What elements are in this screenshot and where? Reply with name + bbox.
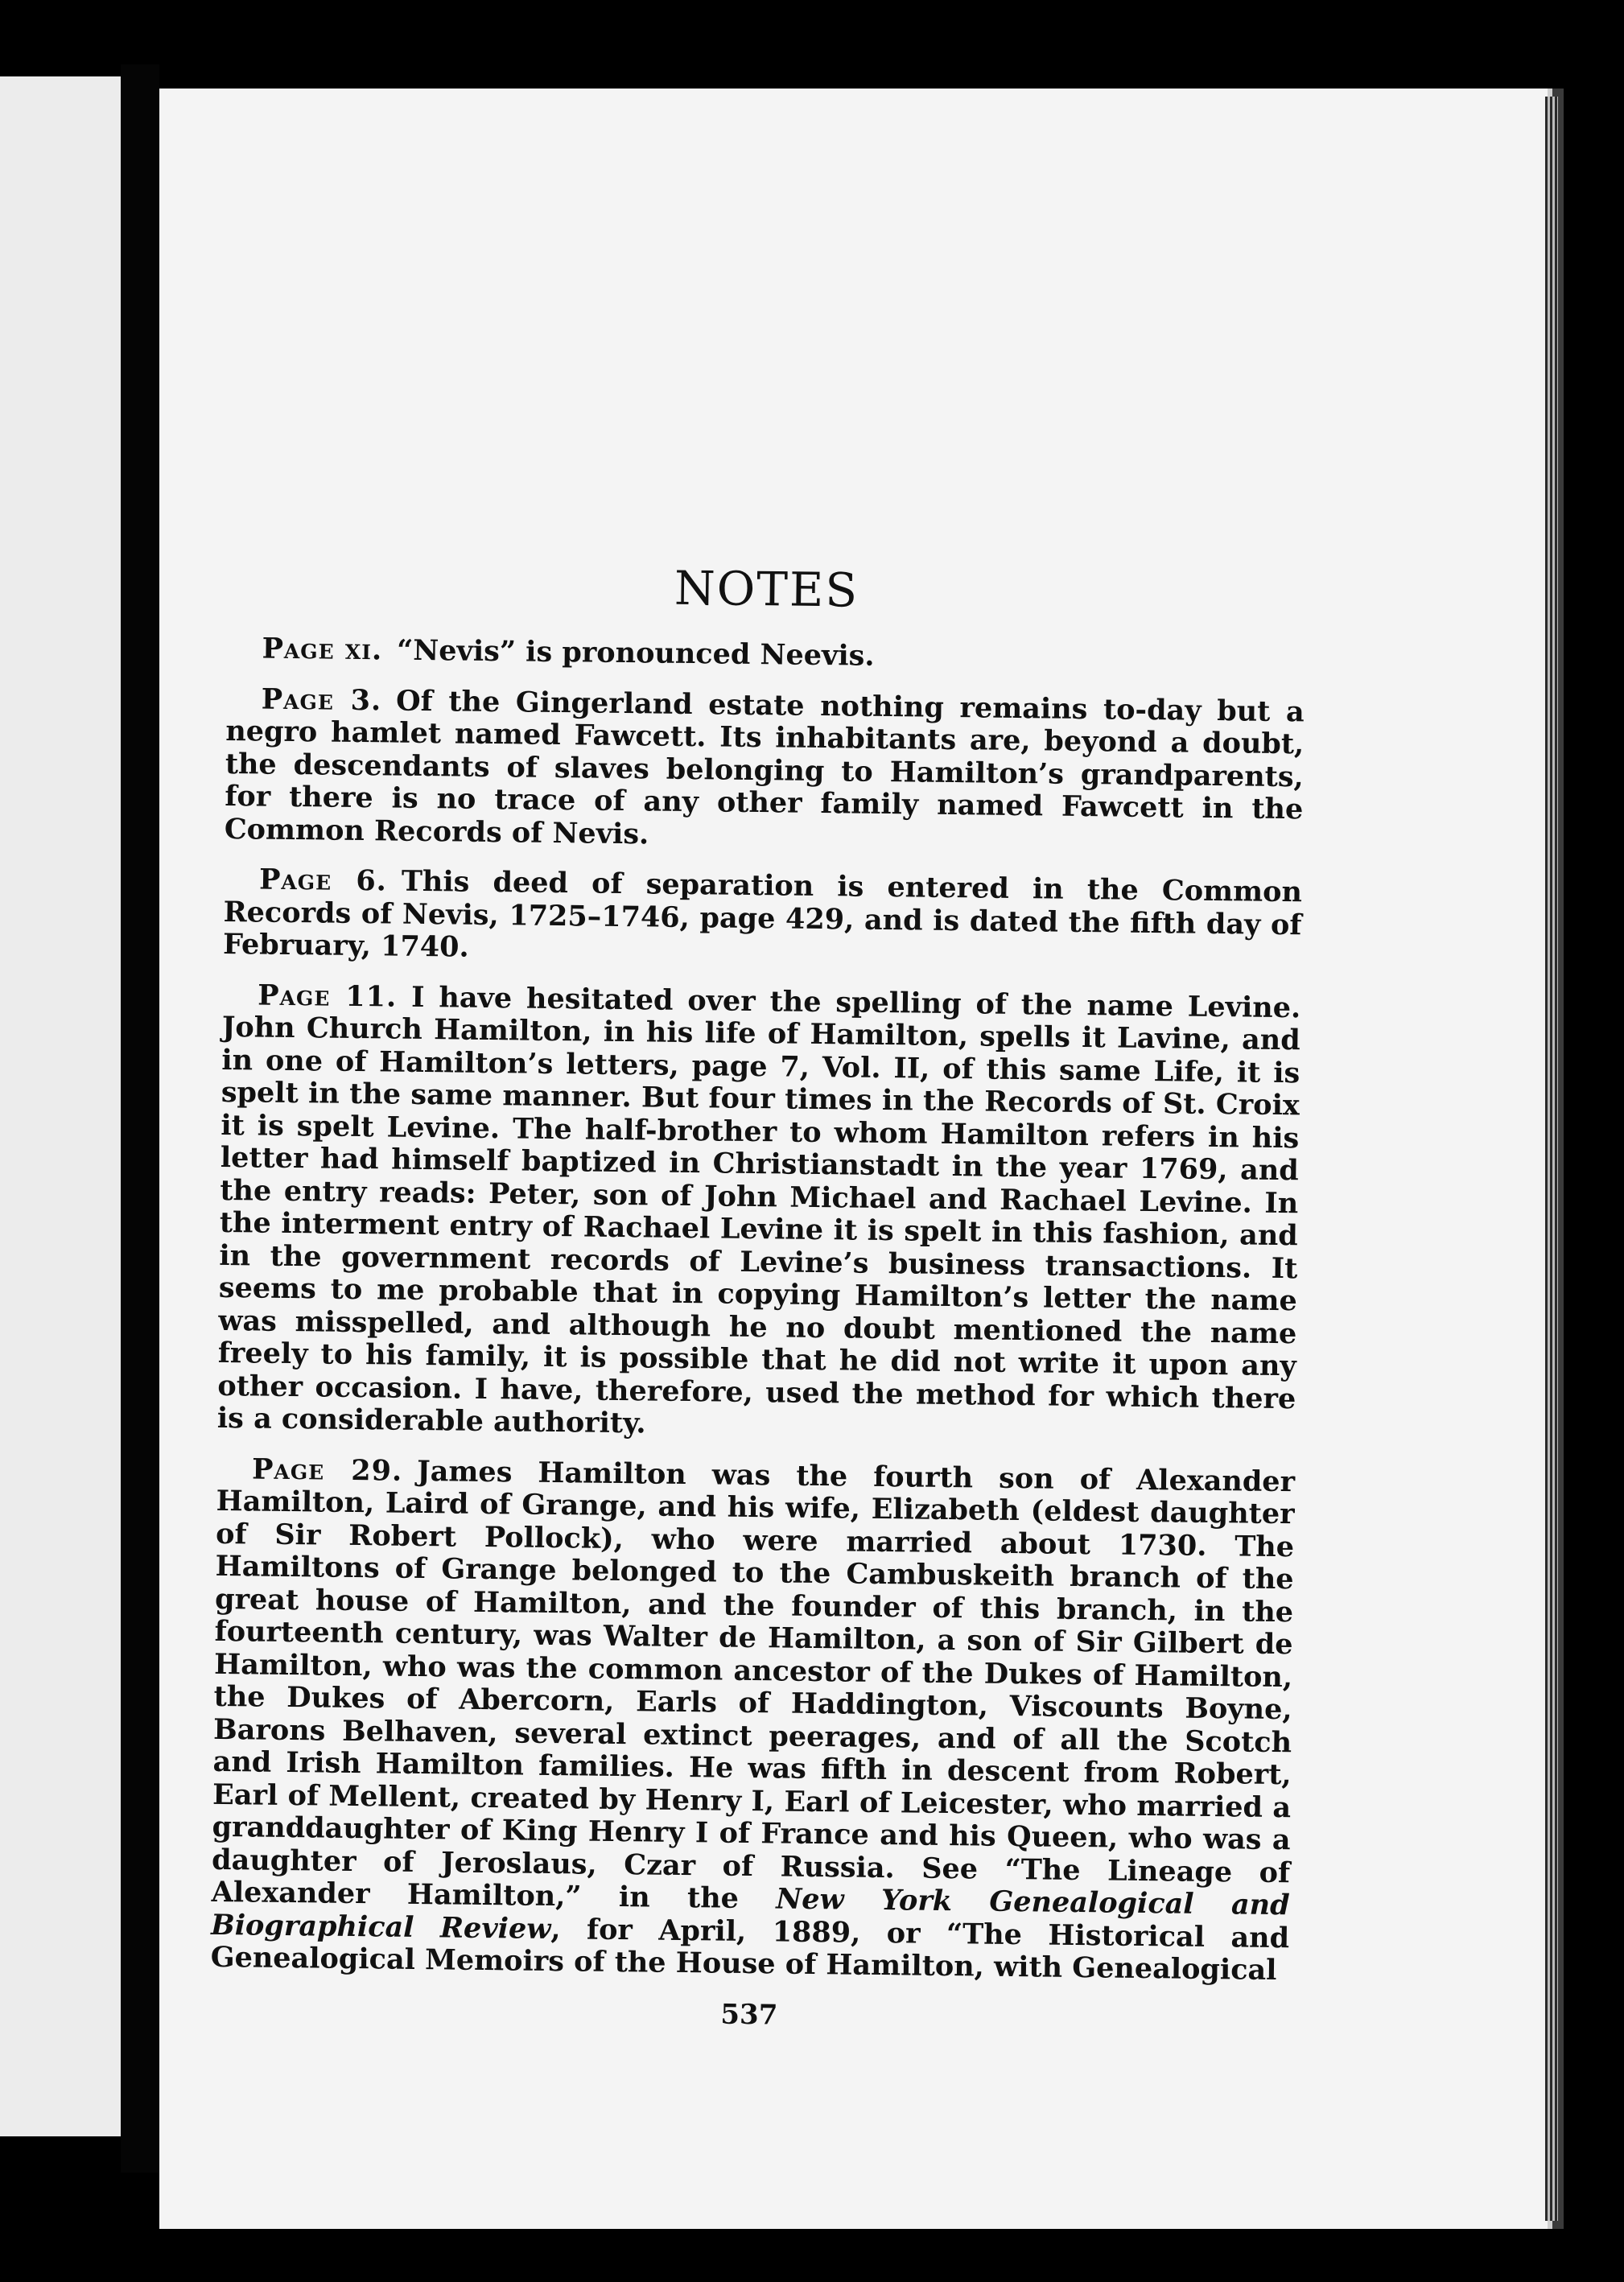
- journal-title: New York Genealogical and Biographical Review: [210, 1882, 1290, 1946]
- note-page-ref: Page 29.: [251, 1452, 403, 1488]
- note-page-ref: Page 11.: [258, 978, 398, 1014]
- note-text-continued: , for April, 1889, or “The Historical and Genealogical Memoirs of the House of Hamilton, with Genealogical: [210, 1912, 1290, 1987]
- page-text: [210, 555, 1306, 2037]
- page-stack-edge: [1545, 97, 1558, 2221]
- note-text: “Nevis” is pronounced Neevis.: [396, 633, 875, 673]
- note-page-ref: Page 3.: [261, 682, 382, 717]
- note-page-6: [223, 863, 1302, 974]
- note-page-3: [225, 682, 1305, 859]
- note-page-ref: Page xi.: [262, 632, 383, 667]
- note-text: I have hesitated over the spelling of the name Levine. John Church Hamilton, in his life of Hamilton, spells it Lavine, and in one of Hamilton’s letters, page 7, Vol. II, of this same Life, it is spelt in the same manner. But four times in the Records of St. Croix it is spelt Levine. The half-brother to whom Hamilton refers in his letter had himself baptized in Christianstadt in the year 1769, and the entry reads: Peter, son of John Michael and Rachael Levine. In the interment entry of Rachael Levine it is spelt in this fashion, and in the government records of Levine’s business transactions. It seems to me probable that in copying Hamilton’s letter the name was misspelled, and although he no doubt mentioned the name freely to his family, it is possible that he did not write it upon any other occasion. I have, therefore, used the method for which there is a considerable authority.: [216, 980, 1301, 1440]
- note-text: Of the Gingerland estate nothing remains to-day but a negro hamlet named Fawcett. Its inhabitants are, beyond a doubt, the descendants of slaves belonging to Hamilton’s grandparents, for there is no trace of any other family named Fawcett in the Common Records of Nevis.: [224, 684, 1305, 851]
- page-heading: NOTES: [674, 560, 859, 618]
- note-page-11: [217, 978, 1301, 1448]
- note-page-29: [210, 1452, 1295, 1987]
- previous-page-edge: [0, 76, 126, 2136]
- note-page-ref: Page 6.: [258, 863, 388, 898]
- note-text: James Hamilton was the fourth son of Alexander Hamilton, Laird of Grange, and his wife, Elizabeth (eldest daughter of Sir Robert Pollock), who were married about 1730. The Hamiltons of Grange belonged to the Cambuskeith branch of the great house of Hamilton, and the founder of this branch, in the fourteenth century, was Walter de Hamilton, a son of Sir Gilbert de Hamilton, who was the common ancestor of the Dukes of Hamilton, the Dukes of Abercorn, Earls of Haddington, Viscounts Boyne, Barons Belhaven, several extinct peerages, and of all the Scotch and Irish Hamilton families. He was fifth in descent from Robert, Earl of Mellent, created by Henry I, Earl of Leicester, who married a granddaughter of King Henry I of France and his Queen, who was a daughter of Jeroslaus, Czar of Russia. See “The Lineage of Alexander Hamilton,” in the: [211, 1454, 1296, 1915]
- book-gutter: [121, 64, 159, 2173]
- page-number: 537: [720, 1998, 778, 2031]
- note-page-xi: [226, 632, 1305, 678]
- note-text: This deed of separation is entered in the Common Records of Nevis, 1725–1746, page 429, and is dated the fifth day of February, 1740.: [222, 864, 1303, 964]
